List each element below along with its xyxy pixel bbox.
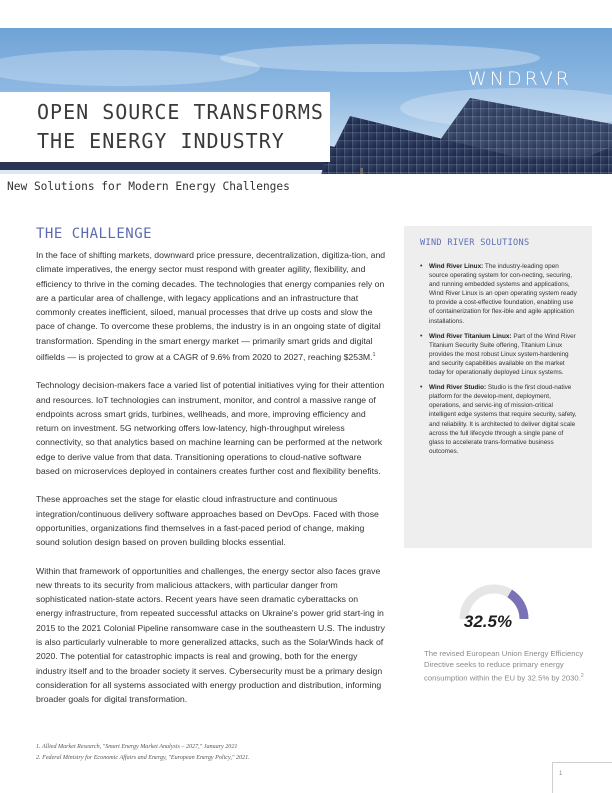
company-logo: WNDRVR xyxy=(468,68,572,90)
solutions-list xyxy=(420,262,578,462)
footnote-ref: 2 xyxy=(580,672,584,679)
solutions-sidebar xyxy=(404,226,592,548)
stat-value: 32.5% xyxy=(463,612,513,631)
challenge-paragraph: In the face of shifting markets, downward price pressure, decentralization, digitiza-tion, and climate imperatives, the energy sector must respond with greater agility, flexibility, and efficiency to thrive in the coming decades. The technologies that energy companies rely on are a particular area of challenge, with legacy applications and an infrastructure that commonly creates inefficient, siloed, manual processes that drive up costs and slow the pace of change. To overcome these problems, the industry is in an ongoing state of digital transformation. Spending in the smart energy market — primarily smart grids and digital oilfields — is projected to grow at a CAGR of 9.6% from 2020 to 2027, reaching $253M.$^1$ xyxy=(36,250,386,362)
footnote-ref: 1 xyxy=(372,352,376,359)
list-item xyxy=(420,383,578,456)
stat-caption: The revised European Union Energy Efficiency Directive seeks to reduce primary energy consumption within the EU by 32.5% by 2030.$^2$ xyxy=(424,649,584,683)
page-number-box xyxy=(552,762,612,793)
challenge-paragraph: Technology decision-makers face a varied list of potential initiatives vying for their attention and resources. IoT technologies can instrument, monitor, and control a massive range of endpoints across smart grids, turbines, wellheads, and more, improving efficiency and return on investment. 5G networking offers low-latency, high-throughput wireless connectivity, so that analytics based on machine learning can be performed at the network edge to derive value from that data. Transitioning operations to cloud-native software based on microservices deployed in containers creates further cost and flexibility benefits. xyxy=(36,380,385,477)
page-number: 1 xyxy=(559,771,563,777)
page-title-line-1: OPEN SOURCE TRANSFORMS xyxy=(37,100,324,124)
challenge-heading: THE CHALLENGE xyxy=(36,226,153,242)
footnote: 2. Federal Ministry for Economic Affairs and Energy, "European Energy Policy," 2021. xyxy=(36,755,250,761)
solution-name: Wind River Studio: xyxy=(429,384,487,392)
solution-description: The industry-leading open source operating system for con-necting, securing, and running embedded systems and applications, Wind River Linux is an open operating system ready to provide a cost-effective foundation, enabling use of containerization for flex-ible and agile application installations. xyxy=(429,263,577,325)
page-subtitle: New Solutions for Modern Energy Challenges xyxy=(7,180,290,193)
solution-name: Wind River Titanium Linux: xyxy=(429,332,512,340)
list-item xyxy=(420,332,578,377)
list-item xyxy=(420,262,578,326)
solution-description: Part of the Wind River Titanium Security Suite offering, Titanium Linux provides the most robust Linux system-hardening and security capabilities available on the market today for operationally deployed Linux systems. xyxy=(429,332,576,377)
title-box xyxy=(0,92,330,162)
challenge-body xyxy=(36,248,386,721)
challenge-paragraph: These approaches set the stage for elastic cloud infrastructure and continuous integration/continuous delivery software approaches based on DevOps. Faced with those opportunities, organizations find themselves in a fast-paced period of change, making sound solution design based on proven building blocks essential. xyxy=(36,494,379,548)
solution-description: Studio is the first cloud-native platform for the develop-ment, deployment, operations, and servic-ing of mission-critical intelligent edge systems that require security, safety, and reliability. It is architected to deliver digital scale across the full lifecycle through a single pane of glass to accelerate trans-formative business outcomes. xyxy=(429,384,577,455)
footnote: 1. Allied Market Research, "Smart Energy Market Analysis – 2027," January 2021 xyxy=(36,744,238,750)
page-title-line-2: THE ENERGY INDUSTRY xyxy=(37,129,285,153)
footnotes xyxy=(36,742,436,764)
sidebar-heading: WIND RIVER SOLUTIONS xyxy=(420,238,530,248)
challenge-paragraph: Within that framework of opportunities and challenges, the energy sector also faces grave new threats to its security from malicious attackers, with particular danger from sophisticated nation-state actors. Recent years have seen dramatic cyberattacks on energy infrastructure, from repeated successful attacks on Ukraine's power grid start-ing in 2015 to the 2021 Colonial Pipeline ransomware case in the southeastern U.S. The industry is also particularly vulnerable to more generalized attacks, such as the SolarWinds hack of 2020. The potential for catastrophic impacts is real and growing, both for the energy industry itself and to the broader society it serves. Cybersecurity must be a primary design consideration for all systems associated with energy production and distribution, informing broader goals for digital transformation. xyxy=(36,565,385,705)
solution-name: Wind River Linux: xyxy=(429,263,484,270)
